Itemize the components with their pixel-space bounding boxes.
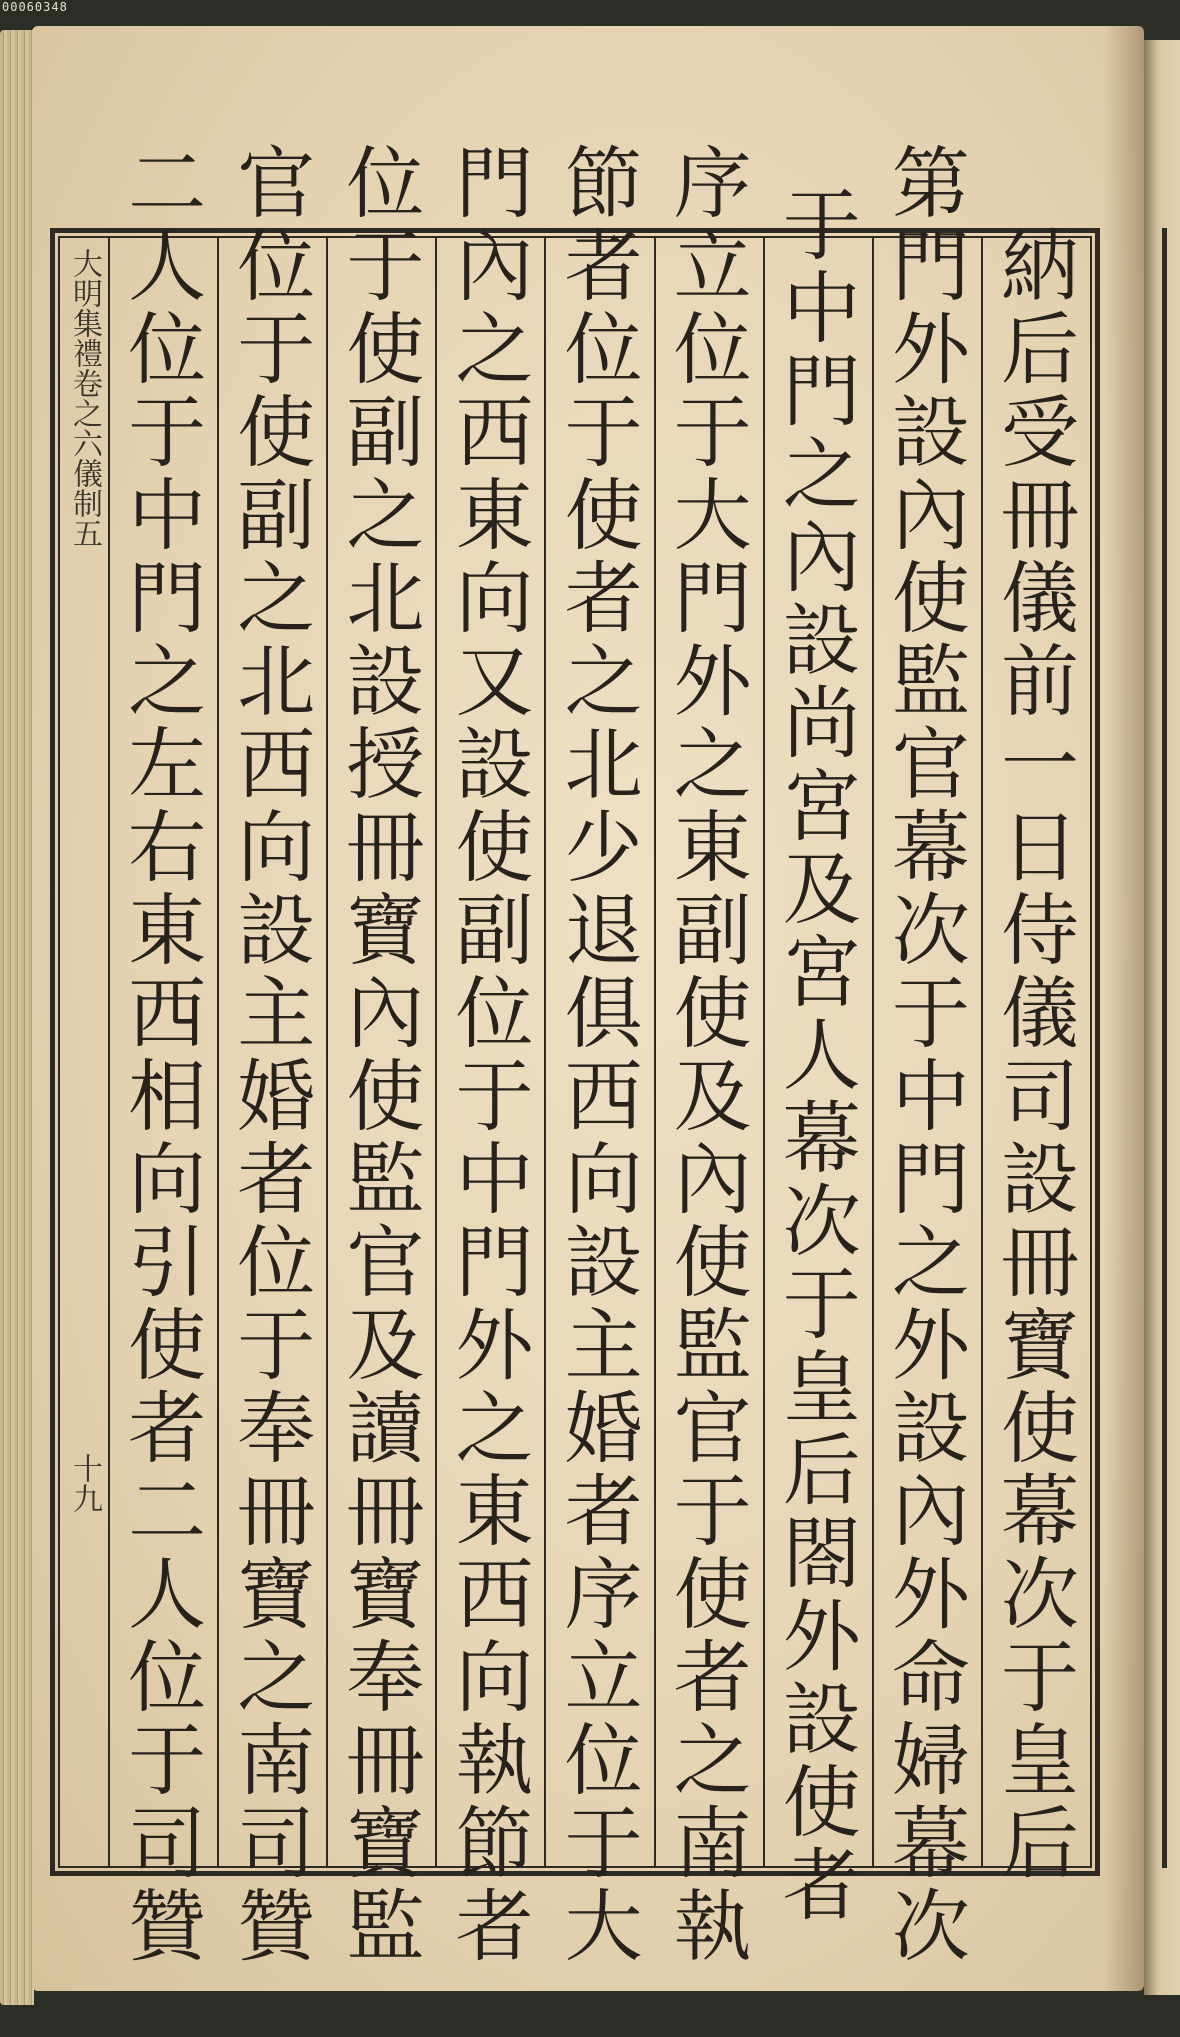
column-text: 節者位于使者之北少退俱西向設主婚者序立位于大 [551,142,642,1968]
text-columns [110,142,1090,1968]
adjacent-page-frame [1162,228,1177,1868]
text-column-6 [435,142,544,1968]
column-text: 前一日侍儀司設冊寶使幕次于 [988,640,1078,1719]
banxin-page-number: 十九 [67,1453,102,1513]
text-column-3 [763,183,872,1927]
text-column-9 [110,142,217,1968]
column-text: 二人位于中門之左右東西相向引使者二人位于司贊 [115,142,206,1968]
book-fore-edge [0,30,34,2005]
text-column-1 [981,225,1090,1885]
text-column-4 [654,142,763,1968]
column-text: 序立位于大門外之東副使及內使監官于使者之南執 [660,142,751,1968]
column-text: 第門外設內使監官幕次于中門之外設內外命婦幕次 [878,142,969,1968]
column-text: 官位于使副之北西向設主婚者位于奉冊寶之南司贊 [224,142,315,1968]
column-text: 于中門之內設尚宮及宮人幕次于 [769,183,860,1346]
column-text: 位于使副之北設授冊寶內使監官及讀冊寶奉冊寶監 [333,142,424,1968]
text-column-8 [217,142,326,1968]
gutter-shadow [1104,26,1144,1991]
column-text: 皇后閤外設使者 [769,1345,860,1927]
column-text: 門內之西東向又設使副位于中門外之東西向執節者 [442,142,533,1968]
text-block [58,142,1092,1968]
text-column-2 [872,142,981,1968]
text-column-7 [326,142,435,1968]
banxin-title: 大明集禮卷之六儀制五 [67,248,102,548]
column-text: 納后受冊儀 [988,225,1078,640]
catalog-id: 00060348 [2,0,68,14]
text-column-5 [544,142,653,1968]
column-text: 皇后 [988,1719,1078,1885]
